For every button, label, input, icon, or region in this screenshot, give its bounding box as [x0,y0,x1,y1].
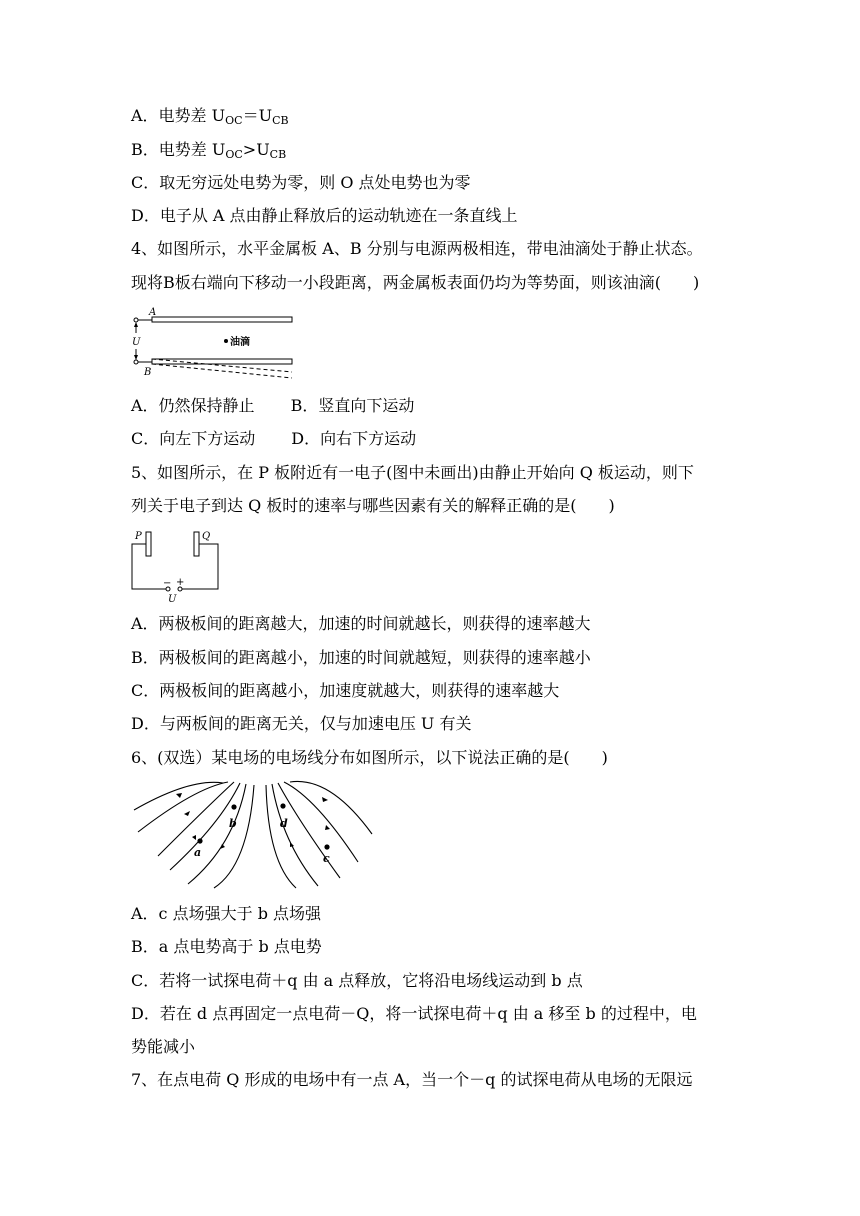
q4-stem-line-1: 4、如图所示，水平金属板 A、B 分别与电源两极相连，带电油滴处于静止状态。 [131,239,703,258]
q6-option-b: B．a 点电势高于 b 点电势 [131,937,322,956]
plate-b [152,359,292,364]
point-d [280,803,285,808]
plate-b-tilted-bottom [152,364,292,378]
q6-field-lines-figure [130,780,380,890]
label-u: U [168,594,177,605]
label-p: P [135,531,142,542]
label-b: B [144,367,152,378]
label-a: a [194,846,202,859]
label-c: c [323,852,330,865]
q4-option-a: A．仍然保持静止 [131,396,255,415]
label-b: b [229,817,237,830]
label-q: Q [202,531,211,542]
q6-option-d-line-2: 势能减小 [131,1037,196,1056]
q4-option-c: C．向左下方运动 [131,429,256,448]
q5-option-b: B．两极板间的距离越小，加速的时间就越短，则获得的速率越小 [131,648,591,667]
q6-option-d-line-1: D．若在 d 点再固定一点电荷－Q，将一试探电荷＋q 由 a 移至 b 的过程中，电 [131,1004,697,1023]
label-a: A [149,307,157,318]
q3-option-a-text: A．电势差 U [131,106,226,125]
q5-circuit-figure [128,527,228,605]
subscript: OC [225,148,243,161]
point-b [231,804,236,809]
point-c [324,844,329,849]
q3-option-a [131,106,289,131]
q6-option-a: A．c 点场强大于 b 点场强 [131,904,322,923]
q3-option-b-text-mid: >U [242,140,270,159]
q7-stem: 7、在点电荷 Q 形成的电场中有一点 A，当一个－q 的试探电荷从电场的无限远 [131,1070,693,1089]
q5-stem-line-1: 5、如图所示，在 P 板附近有一电子(图中未画出)由静止开始向 Q 板运动，则下 [131,463,694,482]
label-minus: − [163,578,172,589]
q4-option-b: B．竖直向下运动 [290,396,415,415]
q3-option-b [131,140,286,165]
label-u: U [132,337,141,348]
plate-b-tilted-top [152,359,292,372]
q4-options-row-2 [131,429,416,449]
q5-stem-line-2: 列关于电子到达 Q 板时的速率与哪些因素有关的解释正确的是( ) [131,496,615,515]
label-plus: + [176,577,185,588]
q6-stem: 6、(双选）某电场的电场线分布如图所示，以下说法正确的是( ) [131,748,608,767]
q3-option-d: D．电子从 A 点由静止释放后的运动轨迹在一条直线上 [131,206,518,225]
point-a [197,838,202,843]
subscript: CB [269,148,287,161]
q3-option-a-text-mid: ＝U [242,106,273,125]
terminal-top [134,318,138,322]
oil-drop [224,339,228,343]
q5-option-d: D．与两板间的距离无关，仅与加速电压 U 有关 [131,714,472,733]
plate-a [152,317,292,322]
q5-option-c: C．两极板间的距离越小，加速度就越大，则获得的速率越大 [131,681,560,700]
subscript: CB [272,114,289,127]
plate-p [146,532,151,556]
q5-option-a: A．两极板间的距离越大，加速的时间就越长，则获得的速率越大 [131,614,591,633]
terminal-bottom [134,360,138,364]
plate-q [194,532,199,556]
label-oil-drop: 油滴 [230,337,250,348]
q4-stem-line-2: 现将B板右端向下移动一小段距离，两金属板表面仍均为等势面，则该油滴( ) [131,273,700,292]
q6-option-c: C．若将一试探电荷＋q 由 a 点释放，它将沿电场线运动到 b 点 [131,971,583,990]
label-d: d [280,817,288,830]
q4-capacitor-figure [128,306,298,386]
subscript: OC [225,114,243,127]
q4-option-d: D．向右下方运动 [291,429,417,448]
field-lines [134,781,372,888]
q3-option-b-text: B．电势差 U [131,140,226,159]
q3-option-c: C．取无穷远处电势为零，则 O 点处电势也为零 [131,173,471,192]
q4-options-row-1 [131,396,414,416]
